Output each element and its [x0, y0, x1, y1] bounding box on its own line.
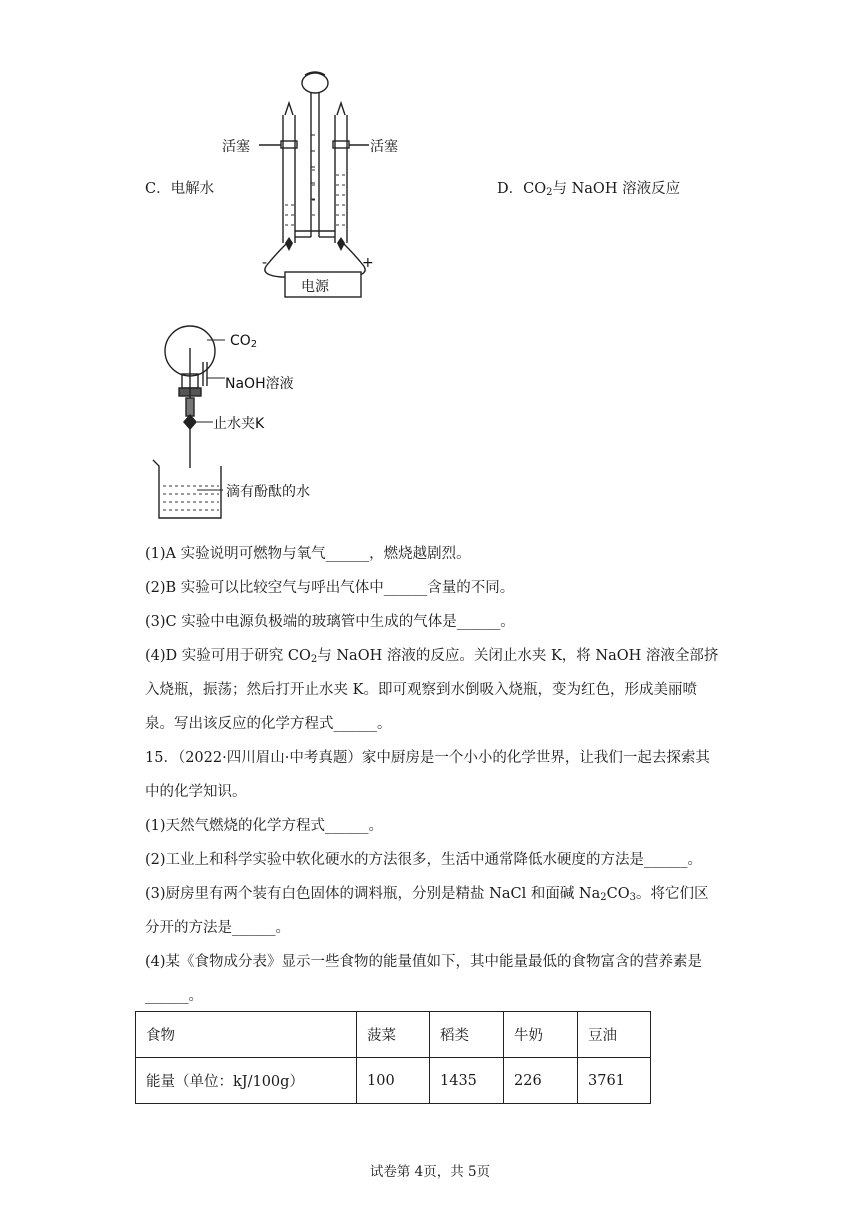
option-d-label: D．$CO_2$与 NaOH 溶液反应 — [497, 181, 681, 198]
table-cell: 稻类 — [430, 1012, 504, 1058]
table-cell: 牛奶 — [504, 1012, 578, 1058]
table-cell: 100 — [357, 1058, 430, 1104]
naoh-solution-label: NaOH溶液 — [225, 376, 294, 392]
stopcock-right-label: 活塞 — [370, 139, 398, 155]
power-supply-label: 电源 — [301, 279, 329, 295]
table-cell: 1435 — [430, 1058, 504, 1104]
clamp-k — [183, 414, 197, 430]
funnel-bulb — [302, 73, 328, 93]
table-cell: 226 — [504, 1058, 578, 1104]
q15-part1: (1)天然气燃烧的化学方程式______。 — [145, 818, 384, 834]
positive-terminal-label: + — [362, 255, 374, 271]
q14-part2: (2)B 实验可以比较空气与呼出气体中______含量的不同。 — [145, 580, 515, 596]
q15-stem-line2: 中的化学知识。 — [145, 784, 247, 800]
table-row — [136, 1058, 651, 1104]
q15-part3-line2: 分开的方法是______。 — [145, 920, 290, 936]
clamp-k-label: 止水夹K — [213, 416, 265, 432]
table-cell: 食物 — [136, 1012, 357, 1058]
q15-part2: (2)工业上和科学实验中软化硬水的方法很多，生活中通常降低水硬度的方法是______。 — [145, 852, 703, 868]
co2-label: $CO_2$ — [230, 333, 258, 350]
positive-electrode — [337, 237, 345, 251]
negative-electrode — [285, 237, 293, 251]
table-cell: 豆油 — [578, 1012, 651, 1058]
q14-part4-line3: 泉。写出该反应的化学方程式______。 — [145, 716, 392, 732]
q14-part4-line2: 入烧瓶，振荡；然后打开止水夹 K。即可观察到水倒吸入烧瓶，变为红色，形成美丽喷 — [145, 682, 697, 698]
q14-part3: (3)C 实验中电源负极端的玻璃管中生成的气体是______。 — [145, 614, 515, 630]
q14-part1: (1)A 实验说明可燃物与氧气______，燃烧越剧烈。 — [145, 546, 471, 562]
table-row — [136, 1012, 651, 1058]
electrolysis-apparatus-diagram — [215, 65, 415, 305]
q15-part3-line1: (3)厨房里有两个装有白色固体的调料瓶，分别是精盐 NaCl 和面碱 $Na_2CO_3$。将它们区 — [145, 886, 709, 903]
food-energy-table — [135, 1011, 651, 1104]
table-cell: 菠菜 — [357, 1012, 430, 1058]
q15-stem-line1: 15．（2022·四川眉山·中考真题）家中厨房是一个小小的化学世界，让我们一起去探索其 — [145, 750, 710, 766]
q15-part4-line2: ______。 — [145, 988, 203, 1004]
stopcock-left-label: 活塞 — [222, 139, 250, 155]
page-footer: 试卷第 4页，共 5页 — [369, 1164, 491, 1180]
q15-part4-line1: (4)某《食物成分表》显示一些食物的能量值如下，其中能量最低的食物富含的营养素是 — [145, 954, 703, 970]
table-cell: 能量（单位：kJ/100g） — [136, 1058, 357, 1104]
q14-part4-line1: (4)D 实验可用于研究 $CO_2$与 NaOH 溶液的反应。关闭止水夹 K，将 NaOH 溶液全部挤 — [145, 648, 719, 665]
negative-terminal-label: - — [262, 255, 268, 271]
table-cell: 3761 — [578, 1058, 651, 1104]
option-c-label: C．电解水 — [145, 181, 215, 197]
phenolphthalein-water-label: 滴有酚酞的水 — [226, 484, 310, 500]
